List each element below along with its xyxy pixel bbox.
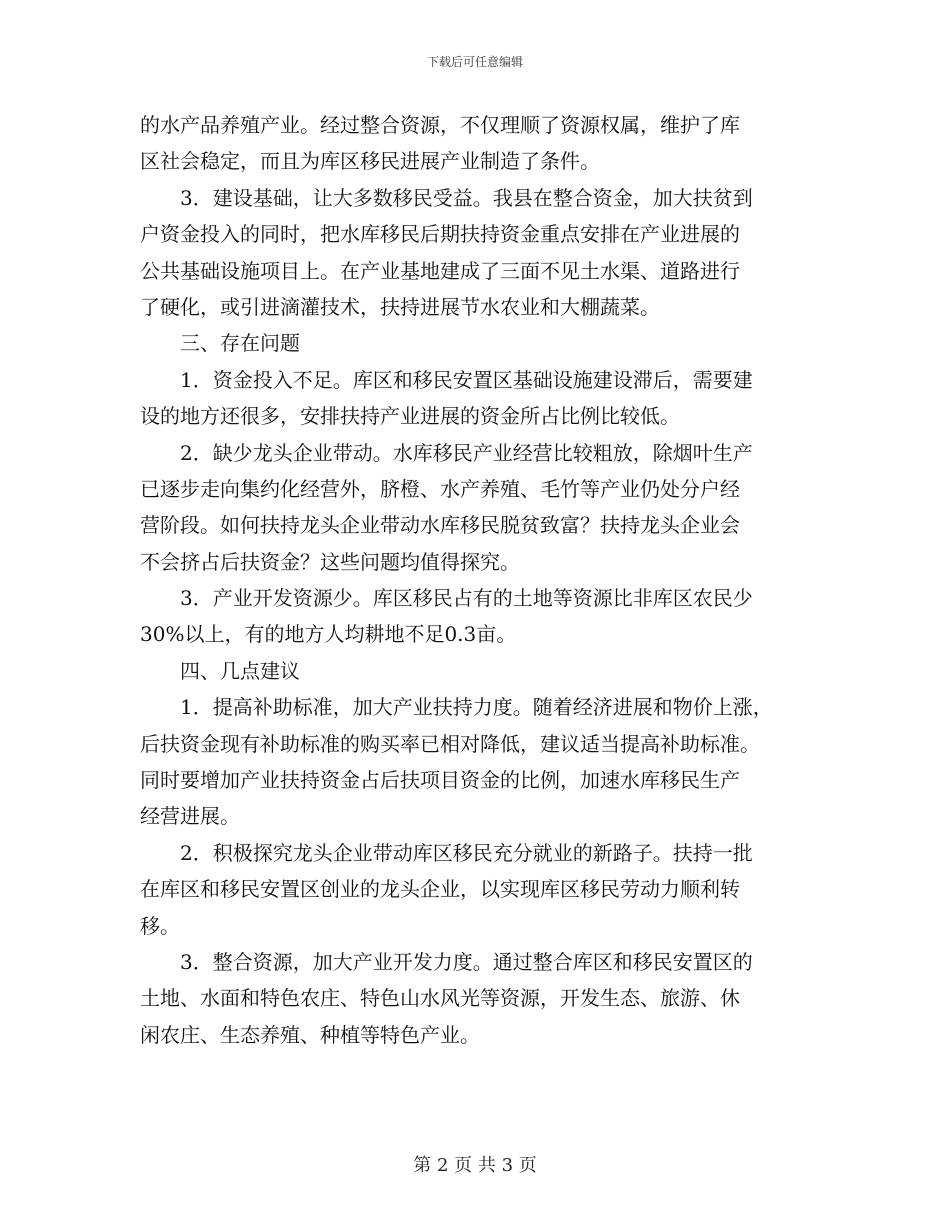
document-body bbox=[140, 107, 820, 1053]
text-line: 移。 bbox=[140, 913, 180, 938]
text-line: 已逐步走向集约化经营外，脐橙、水产养殖、毛竹等产业仍处分户经 bbox=[140, 476, 740, 501]
text-line: 的水产品养殖产业。经过整合资源，不仅理顺了资源权属，维护了库 bbox=[140, 113, 740, 137]
text-line: 土地、水面和特色农庄、特色山水风光等资源，开发生态、旅游、休 bbox=[140, 986, 740, 1011]
text-line: 2．缺少龙头企业带动。水库移民产业经营比较粗放，除烟叶生产 bbox=[180, 440, 753, 465]
text-line: 1．资金投入不足。库区和移民安置区基础设施建设滞后，需要建 bbox=[180, 367, 753, 392]
text-line: 在库区和移民安置区创业的龙头企业，以实现库区移民劳动力顺利转 bbox=[140, 877, 740, 902]
text-line: 3．整合资源，加大产业开发力度。通过整合库区和移民安置区的 bbox=[180, 949, 753, 974]
text-line: 设的地方还很多，安排扶持产业进展的资金所占比例比较低。 bbox=[140, 404, 680, 429]
text-line: 后扶资金现有补助标准的购买率已相对降低，建议适当提高补助标准。 bbox=[140, 731, 760, 756]
page-footer: 第 2 页 共 3 页 bbox=[413, 1155, 537, 1176]
text-line: 3．建设基础，让大多数移民受益。我县在整合资金，加大扶贫到 bbox=[180, 185, 753, 210]
text-line: 营阶段。如何扶持龙头企业带动水库移民脱贫致富？扶持龙头企业会 bbox=[140, 513, 740, 538]
text-line: 四、几点建议 bbox=[180, 658, 300, 683]
text-line: 2．积极探究龙头企业带动库区移民充分就业的新路子。扶持一批 bbox=[180, 840, 753, 865]
text-line: 3．产业开发资源少。库区移民占有的土地等资源比非库区农民少 bbox=[180, 586, 753, 611]
text-line: 区社会稳定，而且为库区移民进展产业制造了条件。 bbox=[140, 149, 600, 174]
text-line: 经营进展。 bbox=[140, 804, 240, 829]
text-line: 闲农庄、生态养殖、种植等特色产业。 bbox=[140, 1022, 480, 1047]
text-line: 公共基础设施项目上。在产业基地建成了三面不见土水渠、道路进行 bbox=[140, 258, 740, 283]
text-line: 三、存在问题 bbox=[180, 331, 300, 356]
text-line: 了硬化，或引进滴灌技术，扶持进展节水农业和大棚蔬菜。 bbox=[140, 294, 660, 319]
text-line: 户资金投入的同时，把水库移民后期扶持资金重点安排在产业进展的 bbox=[140, 222, 740, 247]
text-line: 1．提高补助标准，加大产业扶持力度。随着经济进展和物价上涨， bbox=[180, 695, 773, 720]
text-line: 不会挤占后扶资金？这些问题均值得探究。 bbox=[140, 549, 520, 574]
text-line: 同时要增加产业扶持资金占后扶项目资金的比例，加速水库移民生产 bbox=[140, 768, 740, 793]
text-line: 30%以上，有的地方人均耕地不足0.3亩。 bbox=[140, 622, 517, 647]
page-header: 下载后可任意编辑 bbox=[426, 55, 523, 69]
